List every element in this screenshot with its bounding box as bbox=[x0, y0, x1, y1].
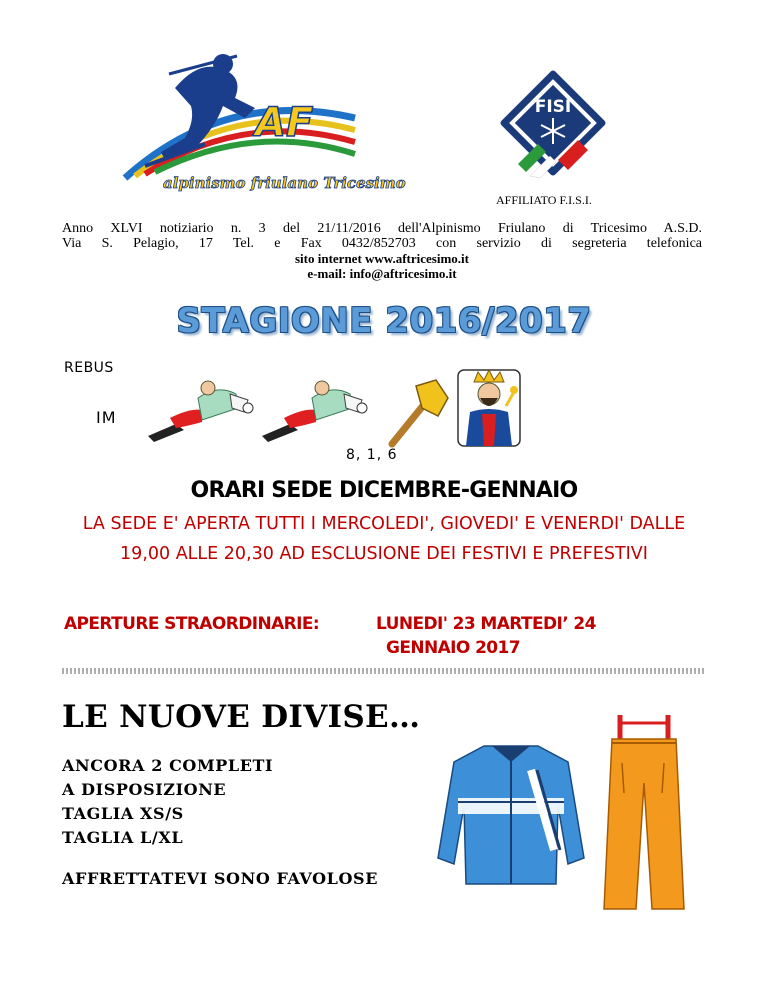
fisi-badge bbox=[498, 68, 608, 178]
extra-openings-month: GENNAIO 2017 bbox=[386, 638, 520, 658]
website[interactable]: sito internet www.aftricesimo.it bbox=[294, 251, 469, 266]
hours-text: LA SEDE E' APERTA TUTTI I MERCOLEDI', GIOVEDI' E VENERDI' DALLE 19,00 ALLE 20,30 AD ESCLUSIONE DEI FESTIVI E PREFESTIVI bbox=[82, 514, 686, 564]
axe-image bbox=[386, 378, 450, 448]
af-logo bbox=[105, 48, 406, 196]
uniforms-title: LE NUOVE DIVISE… bbox=[62, 699, 421, 735]
season-title: STAGIONE 2016/2017 bbox=[176, 301, 592, 341]
ski-pants-image bbox=[598, 713, 690, 913]
uniforms-line: TAGLIA L/XL bbox=[62, 828, 184, 847]
king-image bbox=[456, 368, 522, 448]
rebus-prefix: IM bbox=[96, 408, 117, 427]
info-line-2: Via S. Pelagio, 17 Tel. e Fax 0432/852703 con servizio di segreteria telefonica bbox=[62, 236, 702, 251]
uniforms-line: A DISPOSIZIONE bbox=[62, 780, 227, 799]
fisi-text: FISI bbox=[534, 97, 572, 117]
uniforms-line: ANCORA 2 COMPLETI bbox=[62, 756, 274, 775]
section-divider bbox=[62, 668, 706, 674]
email[interactable]: e-mail: info@aftricesimo.it bbox=[307, 266, 457, 281]
rebus-numbers: 8, 1, 6 bbox=[346, 447, 398, 463]
extra-openings-label: APERTURE STRAORDINARIE: bbox=[64, 614, 320, 634]
logo-letters: AF bbox=[255, 100, 314, 146]
info-line-1: Anno XLVI notiziario n. 3 del 21/11/2016 dell'Alpinismo Friulano di Tricesimo A.S.D. bbox=[62, 221, 702, 236]
uniforms-cta: AFFRETTATEVI SONO FAVOLOSE bbox=[62, 869, 379, 888]
header-info bbox=[62, 221, 702, 281]
hours-title: ORARI SEDE DICEMBRE-GENNAIO bbox=[190, 478, 578, 503]
goalkeeper-image bbox=[140, 378, 256, 444]
affiliation-label: AFFILIATO F.I.S.I. bbox=[496, 193, 592, 207]
extra-openings-dates: LUNEDI' 23 MARTEDI’ 24 bbox=[376, 614, 596, 634]
logo-caption: alpinismo friulano Tricesimo bbox=[163, 174, 406, 192]
uniforms-line: TAGLIA XS/S bbox=[62, 804, 184, 823]
ski-jacket-image bbox=[436, 740, 586, 888]
goalkeeper-image bbox=[254, 378, 370, 444]
uniforms-details bbox=[62, 754, 273, 850]
rebus-label: REBUS bbox=[64, 360, 114, 376]
